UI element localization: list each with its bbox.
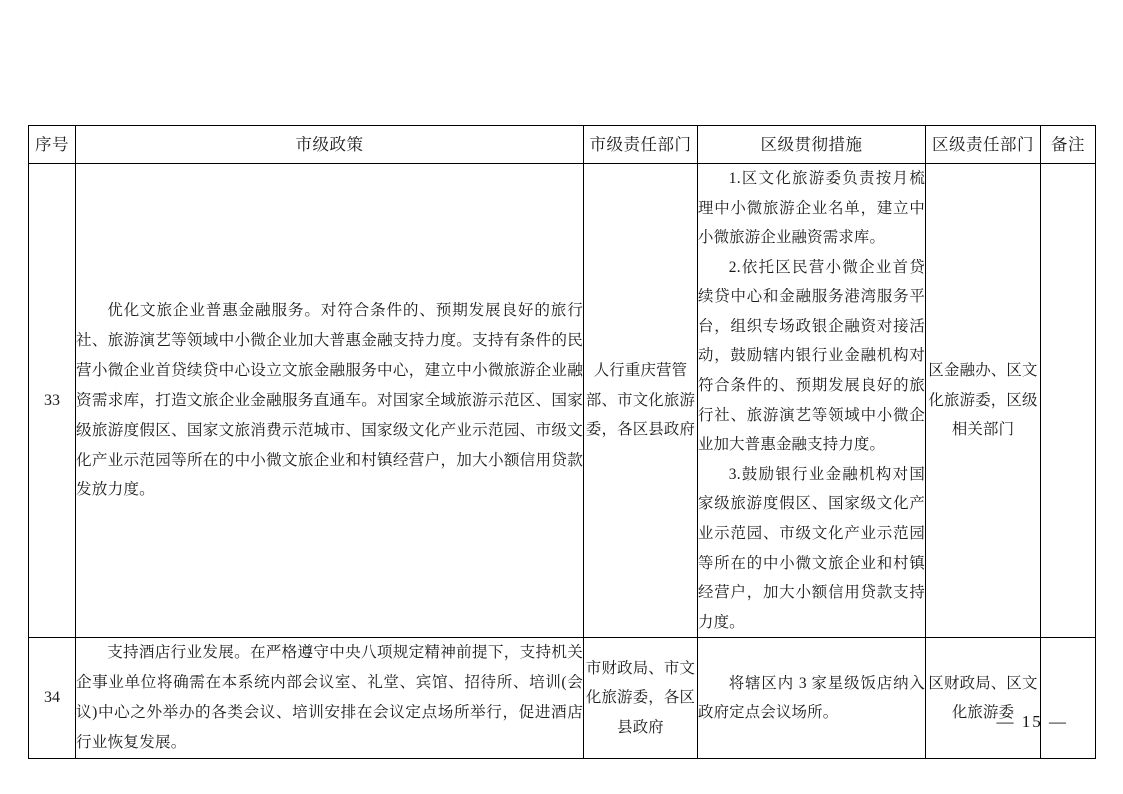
city-responsible-department: 人行重庆营管部、市文化旅游委，各区县政府: [584, 164, 698, 638]
remark-cell: [1041, 638, 1096, 759]
measure-item: 将辖区内 3 家星级饭店纳入政府定点会议场所。: [698, 674, 925, 722]
district-responsible-department: 区金融办、区文化旅游委，区级相关部门: [926, 164, 1041, 638]
table-header-row: [29, 126, 1096, 164]
column-header-city-policy: 市级政策: [76, 126, 584, 164]
page-number-footer: — 15 —: [996, 712, 1068, 731]
row-sequence-number: 34: [29, 638, 76, 759]
measure-item: 1.区文化旅游委负责按月梳理中小微旅游企业名单，建立中小微旅游企业融资需求库。: [698, 170, 925, 247]
column-header-remark: 备注: [1041, 126, 1096, 164]
column-header-district-measure: 区级贯彻措施: [698, 126, 926, 164]
district-implementation-measures: [698, 164, 926, 638]
table-row: [29, 638, 1096, 759]
column-header-city-dept: 市级责任部门: [584, 126, 698, 164]
column-header-seq: 序号: [29, 126, 76, 164]
city-policy-text: [76, 638, 584, 759]
city-responsible-department: 市财政局、市文化旅游委，各区县政府: [584, 638, 698, 759]
column-header-district-dept: 区级责任部门: [926, 126, 1041, 164]
row-sequence-number: 33: [29, 164, 76, 638]
measure-item: 2.依托区民营小微企业首贷续贷中心和金融服务港湾服务平台，组织专场政银企融资对接活动，鼓励辖内银行业金融机构对符合条件的、预期发展良好的旅行社、旅游演艺等领域中小微企业加大普惠金融支持力度。: [698, 258, 925, 454]
policy-paragraph: 支持酒店行业发展。在严格遵守中央八项规定精神前提下，支持机关企事业单位将确需在本系统内部会议室、礼堂、宾馆、招待所、培训(会议)中心之外举办的各类会议、培训安排在会议定点场所举行，促进酒店行业恢复发展。: [76, 644, 583, 752]
city-policy-text: [76, 164, 584, 638]
policy-table: [28, 125, 1096, 759]
district-responsible-department: 区财政局、区文化旅游委: [926, 638, 1041, 759]
district-implementation-measures: [698, 638, 926, 759]
table-row: [29, 164, 1096, 638]
remark-cell: [1041, 164, 1096, 638]
policy-paragraph: 优化文旅企业普惠金融服务。对符合条件的、预期发展良好的旅行社、旅游演艺等领域中小微企业加大普惠金融支持力度。支持有条件的民营小微企业首贷续贷中心设立文旅金融服务中心，建立中小微旅游企业融资需求库，打造文旅企业金融服务直通车。对国家全域旅游示范区、国家级旅游度假区、国家文旅消费示范城市、国家级文化产业示范园、市级文化产业示范园等所在的中小微文旅企业和村镇经营户，加大小额信用贷款发放力度。: [76, 301, 583, 499]
measure-item: 3.鼓励银行业金融机构对国家级旅游度假区、国家级文化产业示范园、市级文化产业示范园等所在的中小微文旅企业和村镇经营户，加大小额信用贷款支持力度。: [698, 465, 925, 631]
